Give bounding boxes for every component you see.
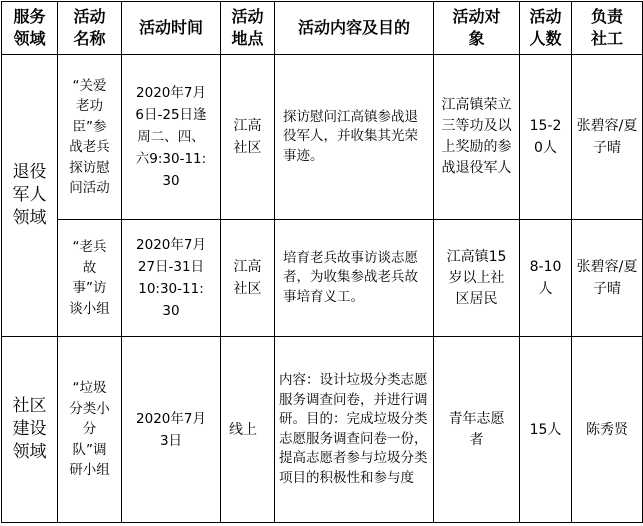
header-name: 活动名称 <box>58 2 122 55</box>
activity-owner-cell: 陈秀贤 <box>572 337 643 523</box>
header-owner: 负责社工 <box>572 2 643 55</box>
header-domain: 服务领域 <box>2 2 58 55</box>
header-content: 活动内容及目的 <box>275 2 434 55</box>
activity-count-cell: 15人 <box>520 337 572 523</box>
header-place: 活动地点 <box>221 2 275 55</box>
activity-place-cell: 线上 <box>221 337 275 523</box>
activity-target-cell: 青年志愿者 <box>434 337 520 523</box>
activity-owner-cell: 张碧容/夏子晴 <box>572 220 643 337</box>
activity-name-cell: “关爱老功臣”参战老兵探访慰问活动 <box>58 55 122 220</box>
header-count: 活动人数 <box>520 2 572 55</box>
activity-content-cell: 培育老兵故事访谈志愿者，为收集参战老兵故事培育义工。 <box>275 220 434 337</box>
domain-cell: 退役军人领域 <box>2 55 58 337</box>
header-time: 活动时间 <box>122 2 221 55</box>
activity-name-cell: “老兵故事”访谈小组 <box>58 220 122 337</box>
activity-target-cell: 江高镇15岁以上社区居民 <box>434 220 520 337</box>
activity-place-cell: 江高社区 <box>221 55 275 220</box>
domain-cell: 社区建设领域 <box>2 337 58 523</box>
activity-table <box>1 1 643 523</box>
activity-time-cell: 2020年7月27日-31日10:30-11:30 <box>122 220 221 337</box>
table-row <box>2 337 643 523</box>
table-row <box>2 220 643 337</box>
header-row <box>2 2 643 55</box>
activity-time-cell: 2020年7月3日 <box>122 337 221 523</box>
activity-content-cell: 探访慰问江高镇参战退役军人，并收集其光荣事迹。 <box>275 55 434 220</box>
activity-time-cell: 2020年7月6日-25日逢周二、四、六9:30-11:30 <box>122 55 221 220</box>
activity-count-cell: 15-20人 <box>520 55 572 220</box>
activity-target-cell: 江高镇荣立三等功及以上奖励的参战退役军人 <box>434 55 520 220</box>
activity-content-cell: 内容：设计垃圾分类志愿服务调查问卷，并进行调研。目的：完成垃圾分类志愿服务调查问卷一份，提高志愿者参与垃圾分类项目的积极性和参与度 <box>275 337 434 523</box>
table-row <box>2 55 643 220</box>
activity-place-cell: 江高社区 <box>221 220 275 337</box>
activity-name-cell: “垃圾分类小分队”调研小组 <box>58 337 122 523</box>
header-target: 活动对象 <box>434 2 520 55</box>
activity-owner-cell: 张碧容/夏子晴 <box>572 55 643 220</box>
activity-count-cell: 8-10人 <box>520 220 572 337</box>
